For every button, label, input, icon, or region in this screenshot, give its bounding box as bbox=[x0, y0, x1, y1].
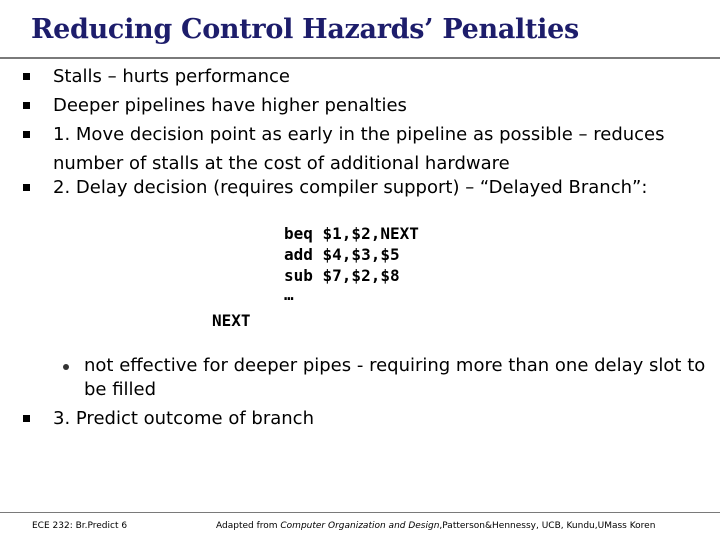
bullet-delay-decision bbox=[23, 173, 703, 202]
footer-course-label: ECE 232: Br.Predict 6 bbox=[32, 521, 128, 531]
attribution-suffix: ,Patterson&Hennessy, UCB, Kundu,UMass Koren bbox=[439, 521, 656, 531]
bullet-deeper-pipelines bbox=[23, 91, 703, 120]
footer-divider bbox=[0, 512, 720, 513]
bullet-move-decision-point bbox=[23, 120, 703, 178]
sub-bullet-text: not effective for deeper pipes - requiring more than one delay slot to be filled bbox=[84, 355, 706, 400]
square-bullet-icon bbox=[23, 102, 30, 109]
code-line: sub $7,$2,$8 bbox=[284, 266, 400, 285]
bullet-text: 2. Delay decision (requires compiler support) – “Delayed Branch”: bbox=[53, 177, 648, 198]
footer-attribution bbox=[216, 521, 655, 531]
code-ellipsis: … bbox=[284, 285, 294, 304]
title-divider bbox=[0, 57, 720, 59]
square-bullet-icon bbox=[23, 131, 30, 138]
attribution-book-title: Computer Organization and Design bbox=[280, 521, 440, 531]
square-bullet-icon bbox=[23, 73, 30, 80]
delayed-branch-code bbox=[284, 223, 419, 305]
bullet-text: Stalls – hurts performance bbox=[53, 66, 290, 87]
bullet-text: 3. Predict outcome of branch bbox=[53, 408, 314, 429]
bullet-predict-outcome bbox=[23, 404, 703, 433]
bullet-stalls bbox=[23, 62, 703, 91]
code-line: beq $1,$2,NEXT bbox=[284, 224, 419, 243]
bullet-text: Deeper pipelines have higher penalties bbox=[53, 95, 407, 116]
branch-target-label: NEXT bbox=[212, 311, 251, 330]
bullet-text: 1. Move decision point as early in the pipeline as possible – reduces number of stalls at the cost of additional hardware bbox=[53, 124, 665, 174]
attribution-prefix: Adapted from bbox=[216, 521, 281, 531]
dot-bullet-icon bbox=[63, 364, 69, 370]
slide-title: Reducing Control Hazards’ Penalties bbox=[31, 14, 579, 45]
square-bullet-icon bbox=[23, 184, 30, 191]
sub-bullet-not-effective bbox=[60, 354, 720, 402]
square-bullet-icon bbox=[23, 415, 30, 422]
code-line: add $4,$3,$5 bbox=[284, 245, 400, 264]
